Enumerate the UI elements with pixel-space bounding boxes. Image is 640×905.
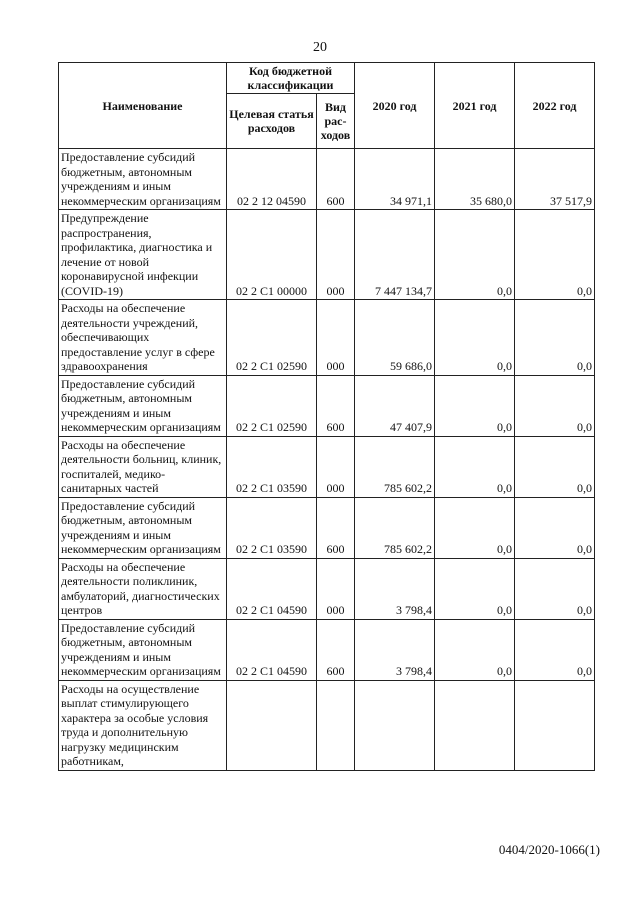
row-target-code: 02 2 C1 04590 bbox=[227, 558, 317, 619]
row-value-2021: 0,0 bbox=[435, 210, 515, 300]
table-row bbox=[59, 300, 595, 376]
row-value-2021: 0,0 bbox=[435, 619, 515, 680]
row-value-2020: 3 798,4 bbox=[355, 619, 435, 680]
row-expense-kind: 000 bbox=[317, 210, 355, 300]
row-name: Предоставление субсидий бюджетным, автономным учреждениям и иным некоммерческим организациям bbox=[59, 149, 227, 210]
header-name: Наименование bbox=[59, 63, 227, 149]
row-target-code: 02 2 C1 03590 bbox=[227, 436, 317, 497]
row-expense-kind: 000 bbox=[317, 436, 355, 497]
row-value-2020: 785 602,2 bbox=[355, 497, 435, 558]
table-row bbox=[59, 497, 595, 558]
row-value-2021: 0,0 bbox=[435, 497, 515, 558]
header-code-group: Код бюджетной классификации bbox=[227, 63, 355, 94]
row-target-code: 02 2 C1 03590 bbox=[227, 497, 317, 558]
row-value-2020 bbox=[355, 680, 435, 770]
row-value-2020: 47 407,9 bbox=[355, 375, 435, 436]
table-row bbox=[59, 680, 595, 770]
row-value-2022: 0,0 bbox=[515, 436, 595, 497]
row-value-2022: 37 517,9 bbox=[515, 149, 595, 210]
row-name: Предоставление субсидий бюджетным, автономным учреждениям и иным некоммерческим организациям bbox=[59, 497, 227, 558]
row-expense-kind: 600 bbox=[317, 149, 355, 210]
page-number: 20 bbox=[313, 40, 327, 55]
row-expense-kind: 000 bbox=[317, 300, 355, 376]
row-name: Расходы на осуществление выплат стимулирующего характера за особые условия труда и дополнительную нагрузку медицинским работникам, bbox=[59, 680, 227, 770]
row-value-2021: 0,0 bbox=[435, 558, 515, 619]
row-value-2021: 0,0 bbox=[435, 300, 515, 376]
row-name: Предупреждение распространения, профилактика, диагностика и лечение от новой коронавирусной инфекции (COVID-19) bbox=[59, 210, 227, 300]
row-value-2020: 59 686,0 bbox=[355, 300, 435, 376]
row-value-2021 bbox=[435, 680, 515, 770]
row-value-2020: 7 447 134,7 bbox=[355, 210, 435, 300]
row-value-2022: 0,0 bbox=[515, 619, 595, 680]
row-name: Расходы на обеспечение деятельности больниц, клиник, госпиталей, медико-санитарных частей bbox=[59, 436, 227, 497]
row-expense-kind: 600 bbox=[317, 497, 355, 558]
row-target-code: 02 2 12 04590 bbox=[227, 149, 317, 210]
table-row bbox=[59, 149, 595, 210]
row-value-2022: 0,0 bbox=[515, 558, 595, 619]
row-expense-kind: 600 bbox=[317, 619, 355, 680]
row-name: Предоставление субсидий бюджетным, автономным учреждениям и иным некоммерческим организациям bbox=[59, 375, 227, 436]
row-name: Расходы на обеспечение деятельности поликлиник, амбулаторий, диагностических центров bbox=[59, 558, 227, 619]
row-target-code: 02 2 C1 02590 bbox=[227, 300, 317, 376]
table-row bbox=[59, 210, 595, 300]
row-value-2021: 0,0 bbox=[435, 375, 515, 436]
row-value-2022 bbox=[515, 680, 595, 770]
row-value-2021: 35 680,0 bbox=[435, 149, 515, 210]
row-target-code: 02 2 C1 02590 bbox=[227, 375, 317, 436]
document-number: 0404/2020-1066(1) bbox=[498, 842, 600, 857]
row-value-2022: 0,0 bbox=[515, 375, 595, 436]
header-2021: 2021 год bbox=[435, 63, 515, 149]
row-value-2020: 785 602,2 bbox=[355, 436, 435, 497]
row-expense-kind bbox=[317, 680, 355, 770]
table-row bbox=[59, 375, 595, 436]
header-2020: 2020 год bbox=[355, 63, 435, 149]
row-value-2022: 0,0 bbox=[515, 300, 595, 376]
row-name: Предоставление субсидий бюджетным, автономным учреждениям и иным некоммерческим организациям bbox=[59, 619, 227, 680]
header-expense-kind: Вид рас-ходов bbox=[317, 94, 355, 149]
header-2022: 2022 год bbox=[515, 63, 595, 149]
row-expense-kind: 600 bbox=[317, 375, 355, 436]
table-row bbox=[59, 436, 595, 497]
row-target-code: 02 2 C1 04590 bbox=[227, 619, 317, 680]
row-target-code: 02 2 C1 00000 bbox=[227, 210, 317, 300]
table-row bbox=[59, 619, 595, 680]
row-value-2020: 3 798,4 bbox=[355, 558, 435, 619]
row-value-2022: 0,0 bbox=[515, 497, 595, 558]
row-value-2021: 0,0 bbox=[435, 436, 515, 497]
table-body bbox=[59, 149, 595, 771]
header-target-article: Целевая статья расходов bbox=[227, 94, 317, 149]
row-value-2020: 34 971,1 bbox=[355, 149, 435, 210]
row-expense-kind: 000 bbox=[317, 558, 355, 619]
row-name: Расходы на обеспечение деятельности учреждений, обеспечивающих предоставление услуг в сфере здравоохранения bbox=[59, 300, 227, 376]
row-target-code bbox=[227, 680, 317, 770]
budget-table bbox=[58, 62, 595, 771]
table-row bbox=[59, 558, 595, 619]
row-value-2022: 0,0 bbox=[515, 210, 595, 300]
